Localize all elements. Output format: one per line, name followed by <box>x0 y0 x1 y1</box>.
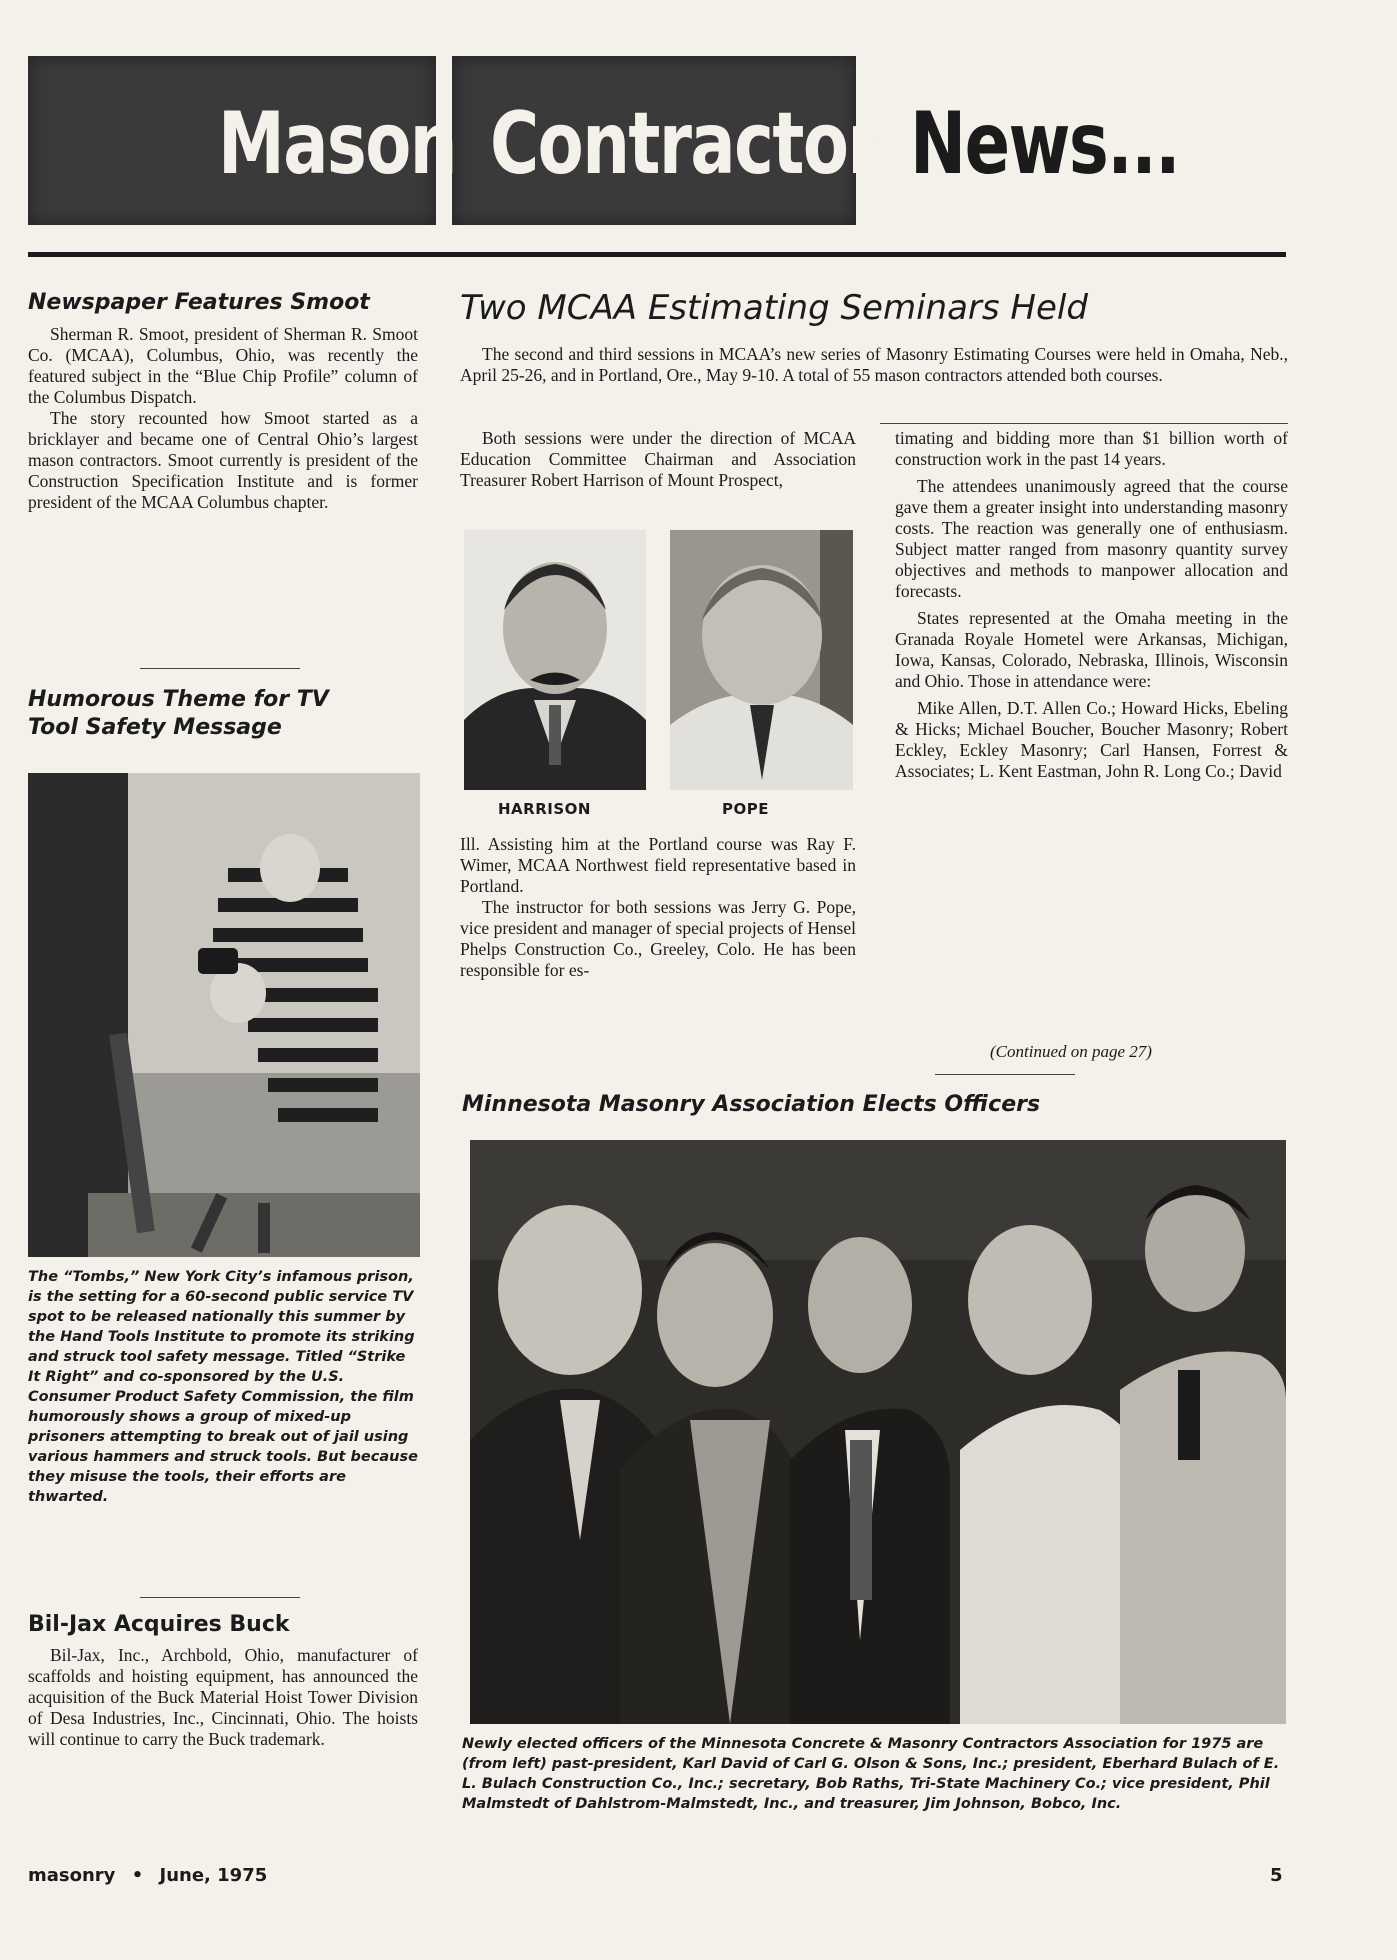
pope-portrait <box>670 530 853 790</box>
main-intro <box>460 344 1288 386</box>
officers-group-photo <box>470 1140 1286 1724</box>
bil-jax-headline: Bil-Jax Acquires Buck <box>28 1612 290 1637</box>
divider <box>140 1597 300 1598</box>
bil-jax-article <box>28 1645 418 1750</box>
footer-publication-name: masonry <box>28 1865 116 1886</box>
minnesota-caption: Newly elected officers of the Minnesota Concrete & Masonry Contractors Association for 1975 are (from left) past-president, Karl David of Carl G. Olson & Sons, Inc.; president, Eberhard Bulach of E. L. Bulach Construction Co., Inc.; secretary, Bob Raths, Tri-State Machinery Co.; vice president, Phil Malmstedt of Dahlstrom-Malmstedt, Inc., and treasurer, Jim Johnson, Bobco, Inc. <box>462 1736 1280 1812</box>
divider <box>140 668 300 669</box>
main-paragraph-attendees: The attendees unanimously agreed that the course gave them a greater insight into understanding masonry costs. The reaction was generally one of enthusiasm. Subject matter ranged from masonry quantity survey objectives and methods to manpower allocation and forecasts. <box>895 476 1288 601</box>
main-paragraph-pope: The instructor for both sessions was Jerry G. Pope, vice president and manager of special projects of Hensel Phelps Construction Co., Greeley, Colo. He has been responsible for es- <box>460 897 856 980</box>
masthead-word-contractor: Contractor <box>490 94 879 194</box>
harrison-label: HARRISON <box>498 800 591 818</box>
footer-publication <box>28 1865 267 1886</box>
main-paragraph-states: States represented at the Omaha meeting in the Granada Royale Hometel were Arkansas, Michigan, Iowa, Kansas, Colorado, Nebraska, Illinois, Wisconsin and Ohio. Those in attendance were: <box>895 608 1288 691</box>
minnesota-headline: Minnesota Masonry Association Elects Officers <box>462 1092 1041 1117</box>
smoot-article <box>28 324 418 513</box>
tv-safety-headline <box>28 686 329 742</box>
main-paragraph-estimating: timating and bidding more than $1 billion worth of construction work in the past 14 years. <box>895 428 1288 469</box>
prison-photo <box>28 773 420 1257</box>
smoot-paragraph-2: The story recounted how Smoot started as a bricklayer and became one of Central Ohio’s largest mason contractors. Smoot currently is president of the Construction Specification Institute and is former president of the MCAA Columbus chapter. <box>28 408 418 512</box>
main-column-a-bottom <box>460 834 856 981</box>
continued-note: (Continued on page 27) <box>990 1042 1152 1061</box>
tv-safety-caption: The “Tombs,” New York City’s infamous prison, is the setting for a 60-second public service TV spot to be released nationally this summer by the Hand Tools Institute to promote its striking and struck tool safety message. Titled “Strike It Right” and co-sponsored by the U.S. Consumer Product Safety Commission, the film humorously shows a group of mixed-up prisoners attempting to break out of jail using various hammers and struck tools. But because they misuse the tools, their efforts are thwarted. <box>28 1269 418 1505</box>
main-intro-paragraph: The second and third sessions in MCAA’s new series of Masonry Estimating Courses were held in Omaha, Neb., April 25-26, and in Portland, Ore., May 9-10. A total of 55 mason contractors attended both courses. <box>460 344 1288 385</box>
main-paragraph-direction: Both sessions were under the direction of MCAA Education Committee Chairman and Association Treasurer Robert Harrison of Mount Prospect, <box>460 428 856 490</box>
main-paragraph-wimer: Ill. Assisting him at the Portland course was Ray F. Wimer, MCAA Northwest field representative based in Portland. <box>460 834 856 896</box>
harrison-portrait <box>464 530 646 790</box>
masthead-word-mason: Mason <box>218 94 456 194</box>
main-column-a-top <box>460 428 856 491</box>
divider <box>880 423 1288 424</box>
masthead-rule <box>28 252 1286 257</box>
pope-label: POPE <box>722 800 769 818</box>
tv-safety-headline-line2: Tool Safety Message <box>28 715 282 740</box>
main-column-b <box>895 428 1288 782</box>
divider <box>935 1074 1075 1075</box>
page-number: 5 <box>1270 1865 1283 1886</box>
smoot-headline: Newspaper Features Smoot <box>28 290 370 315</box>
footer-date: June, 1975 <box>159 1865 268 1886</box>
smoot-paragraph-1: Sherman R. Smoot, president of Sherman R. Smoot Co. (MCAA), Columbus, Ohio, was recently the featured subject in the “Blue Chip Profile” column of the Columbus Dispatch. <box>28 324 418 407</box>
main-headline: Two MCAA Estimating Seminars Held <box>460 288 1088 328</box>
footer-bullet: • <box>131 1865 144 1886</box>
tv-safety-headline-line1: Humorous Theme for TV <box>28 687 329 712</box>
main-paragraph-attendance-list: Mike Allen, D.T. Allen Co.; Howard Hicks, Ebeling & Hicks; Michael Boucher, Boucher Masonry; Robert Eckley, Eckley Masonry; Carl Hansen, Forrest & Associates; L. Kent Eastman, John R. Long Co.; David <box>895 698 1288 781</box>
bil-jax-paragraph: Bil-Jax, Inc., Archbold, Ohio, manufacturer of scaffolds and hoisting equipment, has announced the acquisition of the Buck Material Hoist Tower Division of Desa Industries, Inc., Cincinnati, Ohio. The hoists will continue to carry the Buck trademark. <box>28 1645 418 1749</box>
masthead-word-news: News... <box>910 94 1180 194</box>
